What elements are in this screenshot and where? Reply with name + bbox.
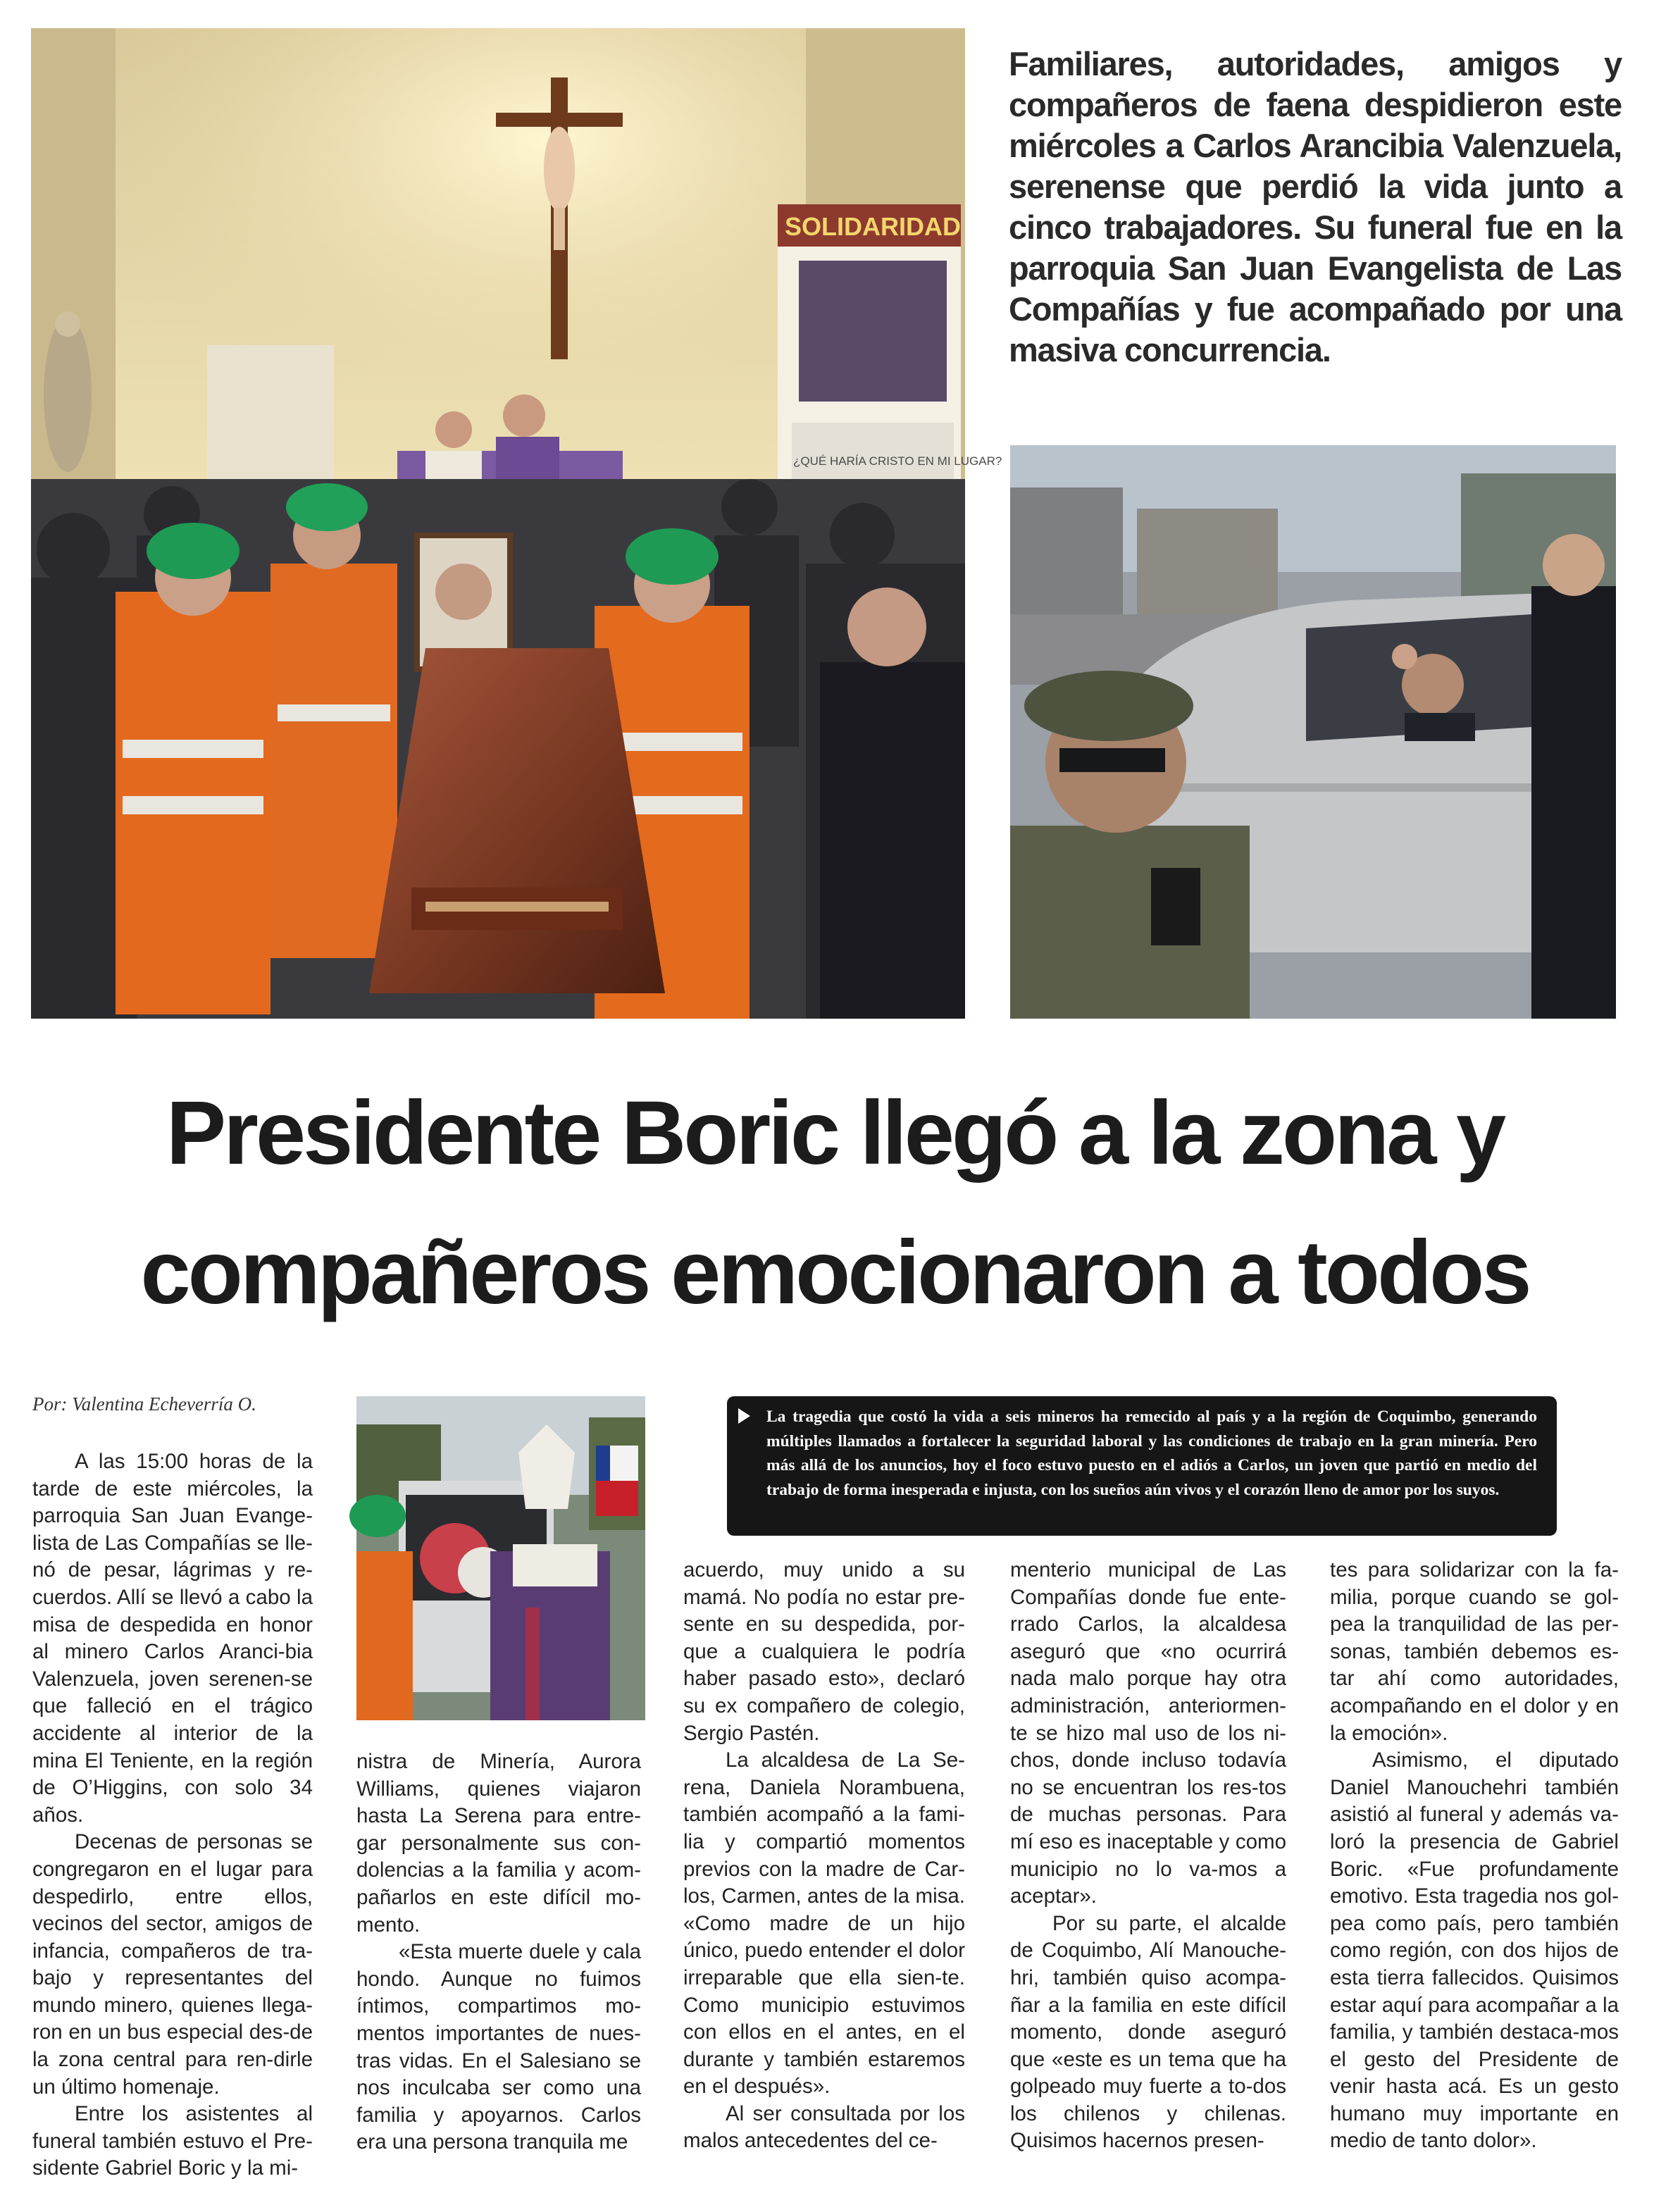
paragraph: Decenas de personas se congregaron en el lugar para despedirlo, entre ellos, vecinos del sector, amigos de infancia, compañeros de tra-bajo y representantes del mundo minero, quienes llega-ron en un bus especial des-de la zona central para ren-dirle un último homenaje.: [32, 1830, 313, 2099]
paragraph: tes para solidarizar con la fa-milia, porque cuando se gol-pea la tranquilidad de las per-sonas, también debemos es-tar ahí como autoridades, acompañando en el dolor y en la emoción».: [1330, 1558, 1619, 1745]
paragraph: A las 15:00 horas de la tarde de este miércoles, la parroquia San Juan Evange-lista de Las Compañías se lle-nó de pesar, lágrimas y re-cuerdos. Allí se llevó a cabo la misa de despedida en honor al minero Carlos Aranci-bia Valenzuela, joven serenen-se que falleció en el trágico accidente al interior de la mina El Teniente, en la región de O’Higgins, con solo 34 años.: [32, 1450, 313, 1827]
article-column-5: [1330, 1557, 1619, 2155]
article-column-1: [32, 1448, 313, 2182]
summary-box: [727, 1396, 1557, 1536]
solidaridad-banner-text: SOLIDARIDAD: [785, 212, 961, 241]
president-car-photo: [1010, 445, 1616, 1019]
paragraph: Al ser consultada por los malos antecedentes del ce-: [683, 2101, 965, 2153]
paragraph: La alcaldesa de La Se-rena, Daniela Norambuena, también acompañó a la fami-lia y compartió momentos previos con la madre de Car-los, Carmen, antes de la misa. «Como madre de un hijo único, puedo entender el dolor irreparable que ella sien-te. Como municipio estuvimos con ellos en el antes, en el durante y también estaremos en el después».: [683, 1748, 965, 2099]
funeral-church-photo: [31, 28, 1002, 1019]
lead-paragraph: Familiares, autoridades, amigos y compañeros de faena despidieron este miércoles a Carlos Arancibia Valenzuela, serenense que perdió la vida junto a cinco trabajadores. Su funeral fue en la parroquia San Juan Evangelista de Las Compañías y fue acompañado por una masiva concurrencia.: [1009, 45, 1622, 368]
paragraph: acuerdo, muy unido a su mamá. No podía no estar pre-sente en su despedida, por-que a cualquiera le podría haber pasado esto», declaró su ex compañero de colegio, Sergio Pastén.: [683, 1558, 965, 1745]
summary-text: La tragedia que costó la vida a seis mineros ha remecido al país y a la región de Coquimbo, generando múltiples llamados a fortalecer la seguridad laboral y las condiciones de trabajo en la gran minería. Pero más allá de los anuncios, hoy el foco estuvo puesto en el adiós a Carlos, un joven que partió en medio del trabajo de forma inesperada e injusta, con los sueños aún vivos y el corazón lleno de amor por los suyos.: [766, 1408, 1537, 1499]
paragraph: menterio municipal de Las Compañías donde fue ente-rrado Carlos, la alcaldesa aseguró que «no ocurrirá nada malo porque hay otra administración, anteriormen-te se hizo mal uso de los ni-chos, donde incluso todavía no se encuentran los res-tos de muchas personas. Para mí eso es inaceptable y como municipio no lo va-mos a aceptar».: [1010, 1558, 1286, 1908]
triangle-bullet-icon: [738, 1408, 750, 1424]
byline: Por: Valentina Echeverría O.: [32, 1393, 256, 1415]
banner-sign-text: ¿QUÉ HARÍA CRISTO EN MI LUGAR?: [793, 454, 1002, 468]
article-column-2: [356, 1748, 641, 2156]
headline: Presidente Boric llegó a la zona y compañeros emocionaron a todos: [140, 1083, 1529, 1323]
paragraph: Asimismo, el diputado Daniel Manouchehri también asistió al funeral y además va-loró la presencia de Gabriel Boric. «Fue profundamente emotivo. Esta tragedia nos gol-pea como país, pero también como región, con dos hijos de esta tierra fallecidos. Quisimos estar aquí para acompañar a la familia, y también destaca-mos el gesto del Presidente de venir hasta acá. Es un gesto humano muy importante en medio de tanto dolor».: [1330, 1748, 1619, 2153]
article-column-3: [683, 1557, 965, 2155]
paragraph: nistra de Minería, Aurora Williams, quienes viajaron hasta La Serena para entre-gar personalmente sus con-dolencias a la familia y acom-pañarlos en este difícil mo-mento.: [356, 1750, 641, 1937]
paragraph: Por su parte, el alcalde de Coquimbo, Alí Manouche-hri, también quiso acompa-ñar a la familia en este difícil momento, donde aseguró que «este es un tema que ha golpeado muy fuerte a to-dos los chilenos y chilenas. Quisimos hacernos presen-: [1010, 1911, 1286, 2153]
hearse-bishop-photo: [356, 1396, 645, 1720]
paragraph: Entre los asistentes al funeral también estuvo el Pre-sidente Gabriel Boric y la mi-: [32, 2102, 313, 2180]
article-column-4: [1010, 1557, 1286, 2155]
paragraph: «Esta muerte duele y cala hondo. Aunque no fuimos íntimos, compartimos mo-mentos importantes de nues-tras vidas. En el Salesiano se nos inculcaba ser como una familia y apoyarnos. Carlos era una persona tranquila me: [356, 1940, 641, 2154]
